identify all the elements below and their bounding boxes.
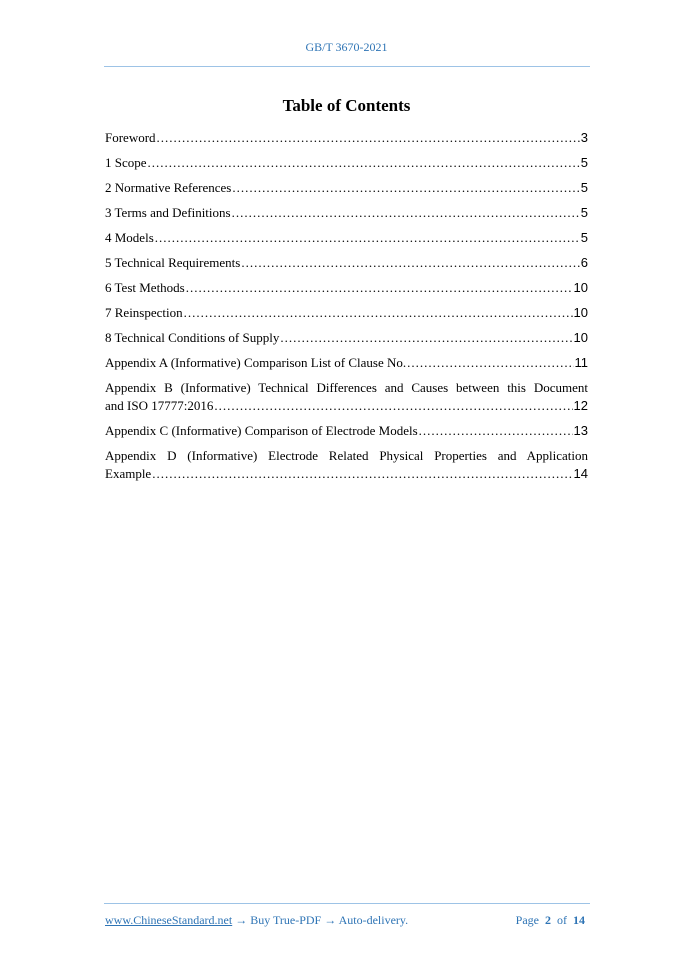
footer-promo [105, 913, 408, 928]
toc-entry-label: 6 Test Methods [105, 280, 185, 295]
toc-entry-label: Appendix A (Informative) Comparison List of Clause No. [105, 355, 407, 370]
page-current: 2 [545, 913, 551, 927]
toc-entry-page: 10 [573, 305, 588, 320]
dot-leader [152, 465, 572, 483]
footer-divider [104, 903, 590, 904]
toc-entry-label: 3 Terms and Definitions [105, 205, 231, 220]
arrow-right-icon: → [235, 913, 248, 927]
dot-leader [241, 254, 579, 272]
toc-entry-foreword[interactable] [105, 129, 588, 147]
toc-entry-technical-requirements[interactable] [105, 254, 588, 272]
toc-entry-page: 5 [580, 230, 588, 245]
toc-title: Table of Contents [282, 96, 411, 115]
dot-leader [232, 179, 579, 197]
page-total: 14 [573, 913, 585, 927]
header-standard-code: GB/T 3670-2021 [305, 40, 388, 54]
toc-entry-technical-conditions[interactable] [105, 329, 588, 347]
toc-entry-label: 8 Technical Conditions of Supply [105, 330, 280, 345]
toc-entry-appendix-d[interactable] [105, 447, 588, 483]
dot-leader [155, 229, 580, 247]
toc-entry-label: Appendix C (Informative) Comparison of Electrode Models [105, 423, 418, 438]
site-link[interactable]: www.ChineseStandard.net [105, 913, 233, 927]
toc-entry-terms-definitions[interactable] [105, 204, 588, 222]
toc-entry-label: 4 Models [105, 230, 154, 245]
dot-leader [407, 354, 573, 372]
toc-entry-page: 11 [574, 355, 588, 370]
dot-leader [419, 422, 573, 440]
toc-entry-page: 5 [580, 180, 588, 195]
toc-entry-label: Foreword [105, 130, 156, 145]
dot-leader [186, 279, 573, 297]
toc-entry-page: 10 [573, 330, 588, 345]
dot-leader [280, 329, 572, 347]
toc-entry-label-line2: Example [105, 466, 152, 481]
toc-entry-reinspection[interactable] [105, 304, 588, 322]
toc-entry-label: 5 Technical Requirements [105, 255, 241, 270]
toc-entry-page: 5 [580, 155, 588, 170]
toc-entry-page: 6 [580, 255, 588, 270]
toc-entry-label-line1: Appendix B (Informative) Technical Differences and Causes between this Document [105, 380, 588, 395]
toc-entry-page: 10 [573, 280, 588, 295]
dot-leader [214, 397, 572, 415]
page-footer [105, 913, 585, 928]
page-label: Page [515, 913, 539, 927]
dot-leader [148, 154, 580, 172]
dot-leader [184, 304, 573, 322]
toc-entry-label: 1 Scope [105, 155, 147, 170]
buy-text: Buy True-PDF [250, 913, 322, 927]
header-divider [104, 66, 590, 67]
toc-entry-normative-references[interactable] [105, 179, 588, 197]
toc-entry-page: 14 [573, 466, 588, 481]
dot-leader [232, 204, 580, 222]
arrow-right-icon: → [324, 913, 337, 927]
toc-entry-label-line2: and ISO 17777:2016 [105, 398, 214, 413]
toc-entry-label-line1: Appendix D (Informative) Electrode Related Physical Properties and Application [105, 448, 588, 463]
toc-entry-page: 3 [580, 130, 588, 145]
of-label: of [557, 913, 567, 927]
toc-entry-page: 5 [580, 205, 588, 220]
toc-entry-test-methods[interactable] [105, 279, 588, 297]
toc-entry-models[interactable] [105, 229, 588, 247]
toc-entry-appendix-a[interactable] [105, 354, 588, 372]
toc-entry-page: 12 [573, 398, 588, 413]
toc-entry-label: 7 Reinspection [105, 305, 183, 320]
toc-entry-label: 2 Normative References [105, 180, 232, 195]
delivery-text: Auto-delivery. [338, 913, 409, 927]
toc-entry-appendix-b[interactable] [105, 379, 588, 415]
toc-entry-page: 13 [573, 423, 588, 438]
toc-entry-appendix-c[interactable] [105, 422, 588, 440]
toc-list [105, 129, 588, 490]
toc-entry-scope[interactable] [105, 154, 588, 172]
dot-leader [157, 129, 580, 147]
page-indicator [516, 913, 585, 928]
